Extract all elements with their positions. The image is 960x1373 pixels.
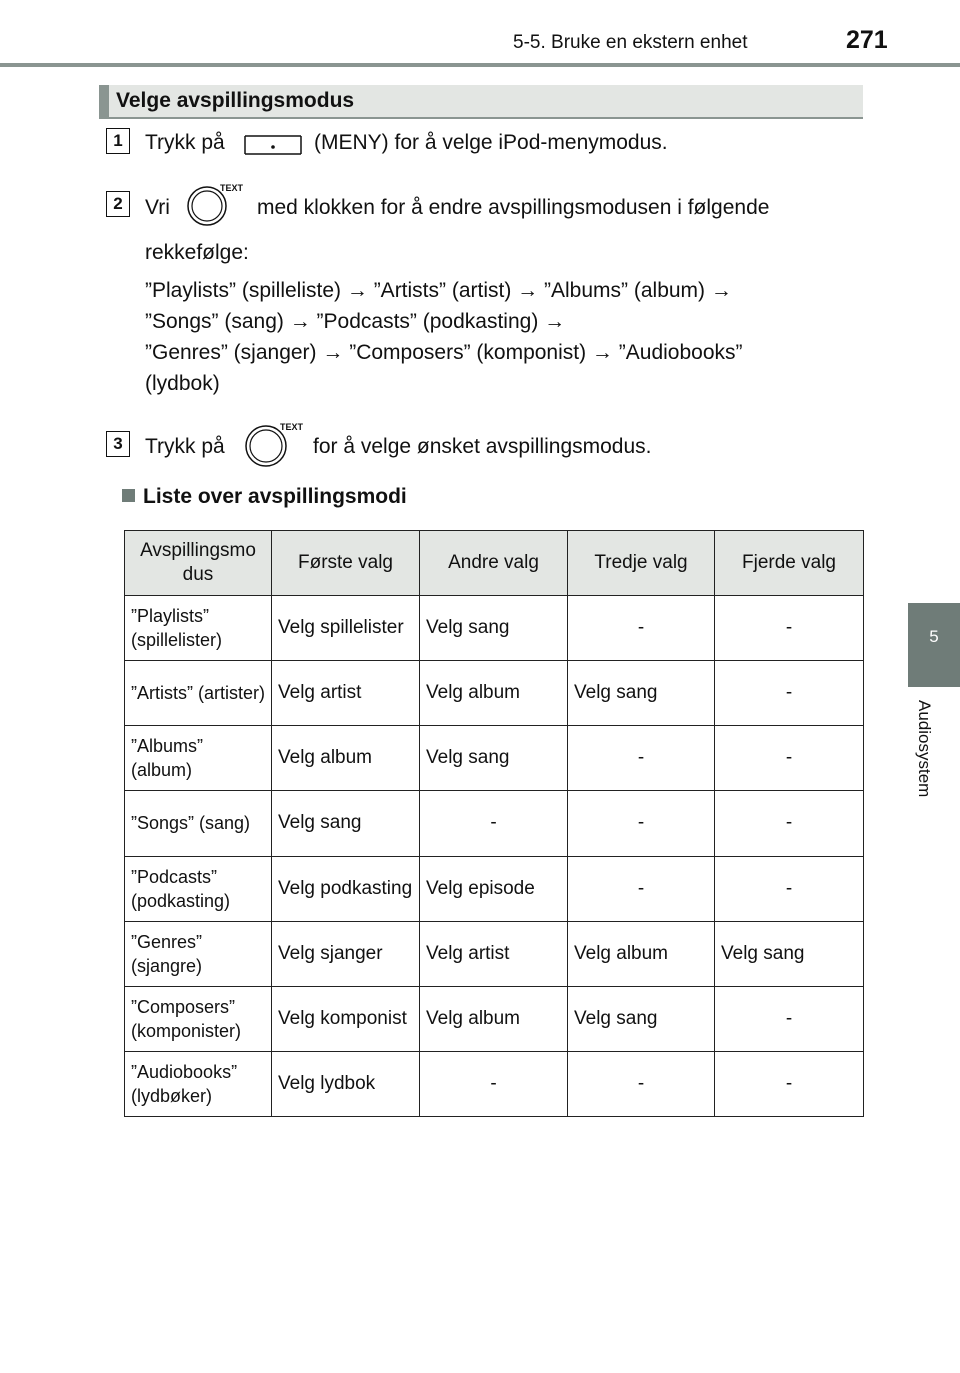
table-header-row: [125, 531, 864, 596]
table-cell: -: [715, 596, 864, 661]
table-cell: Velg komponist: [272, 986, 420, 1051]
table-cell: -: [420, 1051, 568, 1116]
table-row: [125, 856, 864, 921]
knob-text-label: TEXT: [280, 422, 304, 432]
chapter-section-title: 5-5. Bruke en ekstern enhet: [513, 32, 748, 53]
section-heading-accent: [99, 85, 109, 117]
sequence-line-1: ”Playlists” (spilleliste) → ”Artists” (artist) → ”Albums” (album) →: [145, 279, 732, 302]
sequence-line-2: ”Songs” (sang) → ”Podcasts” (podkasting) →: [145, 310, 566, 333]
table-cell: -: [715, 791, 864, 856]
header-divider: [0, 63, 960, 67]
table-cell: Velg sang: [715, 921, 864, 986]
table-cell: Velg podkasting: [272, 856, 420, 921]
list-heading-text: Liste over avspillingsmodi: [143, 485, 407, 508]
table-row: [125, 661, 864, 726]
tune-knob-icon: [186, 182, 246, 228]
table-cell: ”Playlists” (spillelister): [125, 596, 272, 661]
list-heading: [122, 485, 407, 509]
page-number: 271: [846, 26, 888, 54]
section-heading-bar: [99, 85, 863, 119]
table-cell: Velg artist: [272, 661, 420, 726]
table-cell: -: [715, 726, 864, 791]
sequence-line-3: ”Genres” (sjanger) → ”Composers” (komponist) → ”Audiobooks”: [145, 341, 743, 364]
table-cell: Velg sjanger: [272, 921, 420, 986]
table-cell: Velg album: [272, 726, 420, 791]
column-header-second: Andre valg: [420, 531, 568, 596]
chapter-tab-label: Audiosystem: [915, 700, 934, 798]
table-row: [125, 921, 864, 986]
column-header-mode: Avspillingsmo dus: [125, 531, 272, 596]
column-header-third: Tredje valg: [568, 531, 715, 596]
table-cell: ”Albums” (album): [125, 726, 272, 791]
section-heading: Velge avspillingsmodus: [116, 89, 355, 112]
table-cell: Velg spillelister: [272, 596, 420, 661]
step-number-3: 3: [106, 431, 130, 457]
table-cell: -: [715, 986, 864, 1051]
step-2-text-start: Vri: [145, 196, 170, 219]
table-cell: Velg episode: [420, 856, 568, 921]
table-cell: ”Audiobooks” (lydbøker): [125, 1051, 272, 1116]
table-cell: Velg sang: [568, 661, 715, 726]
step-1-text-end: (MENY) for å velge iPod-menymodus.: [314, 131, 668, 154]
table-cell: ”Artists” (artister): [125, 661, 272, 726]
table-cell: -: [568, 596, 715, 661]
table-cell: Velg album: [568, 921, 715, 986]
table-cell: -: [568, 726, 715, 791]
sequence-line-4: (lydbok): [145, 372, 220, 395]
table-cell: -: [568, 791, 715, 856]
table-cell: Velg sang: [272, 791, 420, 856]
step-number-1: 1: [106, 128, 130, 154]
table-row: [125, 726, 864, 791]
table-row: [125, 986, 864, 1051]
step-2-text-end: med klokken for å endre avspillingsmodusen i følgende: [257, 196, 770, 219]
playback-modes-table: [124, 530, 864, 1117]
table-cell: ”Podcasts” (podkasting): [125, 856, 272, 921]
table-row: [125, 596, 864, 661]
table-cell: ”Genres” (sjangre): [125, 921, 272, 986]
step-3-text-start: Trykk på: [145, 435, 225, 458]
table-cell: Velg artist: [420, 921, 568, 986]
table-cell: Velg album: [420, 986, 568, 1051]
table-cell: -: [715, 661, 864, 726]
step-1-text-start: Trykk på: [145, 131, 225, 154]
table-cell: -: [568, 856, 715, 921]
table-cell: -: [420, 791, 568, 856]
tune-knob-icon: [244, 420, 306, 468]
chapter-tab-number: 5: [929, 627, 939, 646]
column-header-first: Første valg: [272, 531, 420, 596]
square-bullet-icon: [122, 489, 135, 502]
table-cell: Velg album: [420, 661, 568, 726]
table-row: [125, 1051, 864, 1116]
table-cell: ”Songs” (sang): [125, 791, 272, 856]
knob-text-label: TEXT: [220, 183, 244, 193]
table-cell: ”Composers” (komponister): [125, 986, 272, 1051]
step-number-2: 2: [106, 191, 130, 217]
table-cell: -: [715, 856, 864, 921]
table-cell: Velg sang: [420, 596, 568, 661]
table-cell: -: [568, 1051, 715, 1116]
menu-button-icon: [244, 133, 302, 157]
table-cell: -: [715, 1051, 864, 1116]
column-header-fourth: Fjerde valg: [715, 531, 864, 596]
table-cell: Velg sang: [420, 726, 568, 791]
table-row: [125, 791, 864, 856]
step-2-continuation: rekkefølge:: [145, 241, 249, 264]
table-cell: Velg sang: [568, 986, 715, 1051]
table-cell: Velg lydbok: [272, 1051, 420, 1116]
step-3-text-end: for å velge ønsket avspillingsmodus.: [313, 435, 652, 458]
